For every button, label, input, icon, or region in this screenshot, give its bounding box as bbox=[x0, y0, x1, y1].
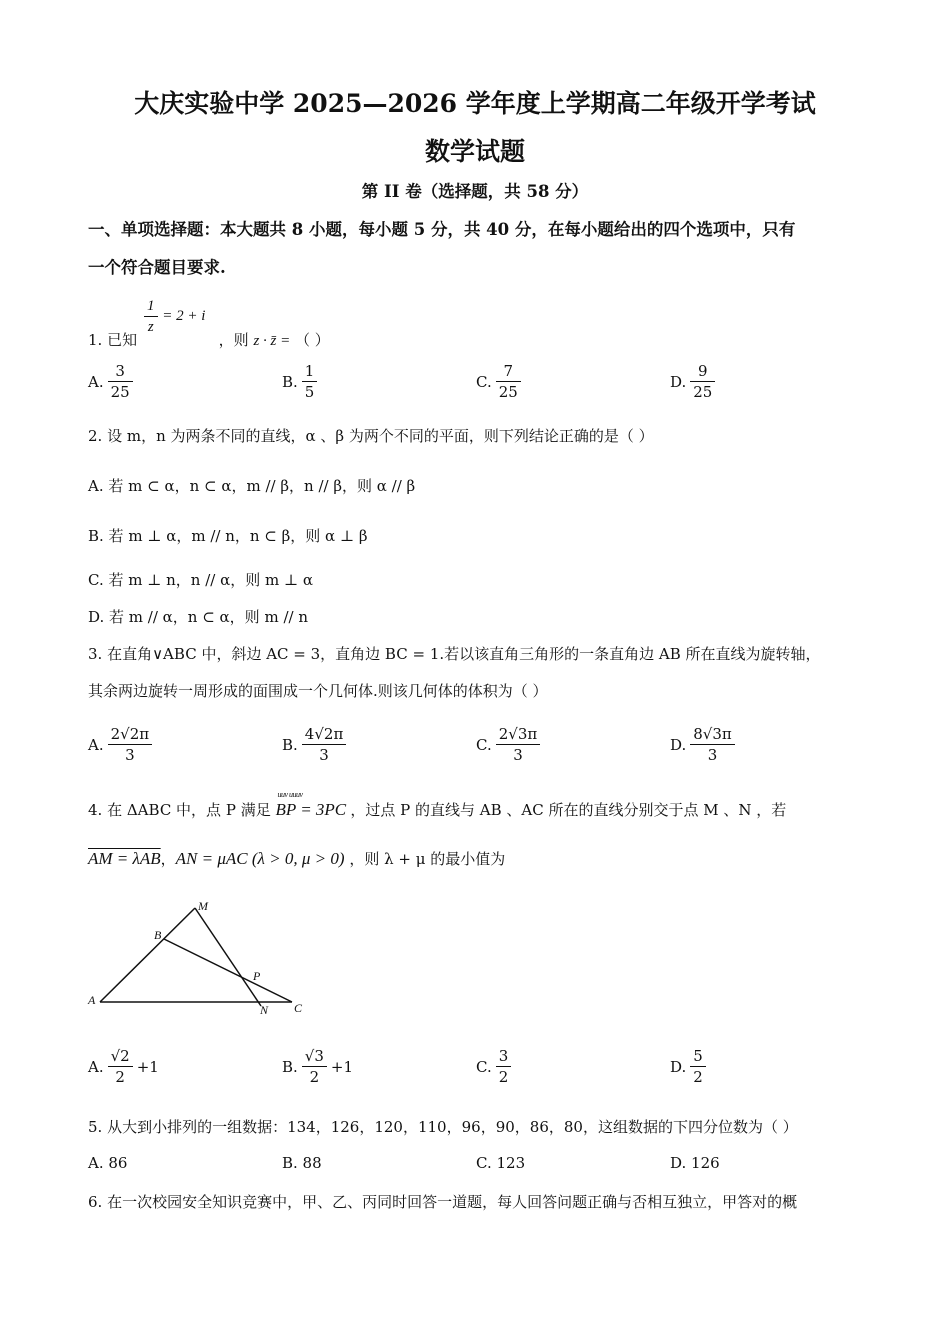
option-denominator: 25 bbox=[110, 383, 130, 401]
segment-am bbox=[100, 908, 195, 1002]
q1-given-den: z bbox=[147, 319, 154, 335]
q4-an-expr: AN = μAC (λ > 0, μ > 0) bbox=[175, 849, 345, 868]
q1-stem-then: ，则 bbox=[218, 331, 249, 349]
q4-option-b bbox=[282, 1046, 353, 1087]
option-numerator: 3 bbox=[108, 361, 133, 382]
q4-sep: ， bbox=[160, 850, 176, 868]
label-n: N bbox=[260, 1003, 269, 1017]
q2-option-a: A. 若 m ⊂ α，n ⊂ α，m // β，n // β，则 α // β bbox=[88, 477, 416, 495]
option-denominator: 3 bbox=[513, 746, 523, 764]
option-fraction bbox=[108, 1046, 133, 1087]
q1-option-c bbox=[476, 361, 525, 402]
q4-stem-line2 bbox=[88, 848, 505, 869]
q1-stem bbox=[88, 329, 330, 350]
option-label: D. bbox=[670, 1057, 687, 1076]
q5-stem: 5. 从大到小排列的一组数据：134，126，120，110，96，90，86，80，这组数据的下四分位数为（ ） bbox=[88, 1118, 798, 1136]
q4-vector-relation bbox=[275, 790, 350, 819]
q2-option-d: D. 若 m // α，n ⊂ α，则 m // n bbox=[88, 608, 308, 626]
option-numerator: 2√3π bbox=[496, 724, 541, 745]
q2-option-b: B. 若 m ⊥ α，m // n，n ⊂ β，则 α ⊥ β bbox=[88, 527, 368, 545]
q1-option-a bbox=[88, 361, 137, 402]
option-denominator: 25 bbox=[693, 383, 713, 401]
segment-mn bbox=[195, 908, 261, 1006]
label-a: A bbox=[88, 993, 96, 1007]
q2-stem: 2. 设 m，n 为两条不同的直线，α 、β 为两个不同的平面，则下列结论正确的是（ ） bbox=[88, 427, 654, 445]
option-label: B. bbox=[282, 735, 298, 754]
q3-stem-line2: 其余两边旋转一周形成的面围成一个几何体.则该几何体的体积为（ ） bbox=[88, 682, 548, 700]
q3-option-a bbox=[88, 724, 156, 765]
q1-given-rhs: = 2 + i bbox=[162, 308, 206, 324]
q4-stem-prefix: 4. 在 ΔABC 中，点 P 满足 bbox=[88, 801, 271, 819]
option-label: A. bbox=[88, 372, 104, 391]
option-denominator: 2 bbox=[115, 1068, 125, 1086]
label-p: P bbox=[253, 969, 261, 983]
q5-option-c: C. 123 bbox=[476, 1154, 526, 1172]
q4-option-d bbox=[670, 1046, 710, 1087]
option-fraction bbox=[108, 361, 133, 402]
q4-triangle-figure bbox=[84, 896, 314, 1020]
section-heading-line2: 一个符合题目要求. bbox=[88, 258, 226, 277]
option-label: A. bbox=[88, 735, 104, 754]
option-fraction bbox=[690, 724, 735, 765]
option-numerator: √3 bbox=[302, 1046, 327, 1067]
q3-option-b bbox=[282, 724, 350, 765]
label-c: C bbox=[294, 1001, 303, 1015]
section-heading-line1: 一、单项选择题：本大题共 8 小题，每小题 5 分，共 40 分，在每小题给出的四个选项中，只有 bbox=[88, 220, 796, 239]
option-tail: +1 bbox=[136, 1057, 159, 1076]
option-denominator: 2 bbox=[498, 1068, 509, 1086]
option-label: B. bbox=[282, 372, 298, 391]
exam-subtitle: 数学试题 bbox=[424, 137, 525, 166]
option-numerator: 2√2π bbox=[108, 724, 153, 745]
q4-option-c bbox=[476, 1046, 515, 1087]
option-fraction bbox=[690, 1046, 706, 1087]
option-denominator: 3 bbox=[319, 746, 329, 764]
q4-vector-expr: BP = 3PC bbox=[275, 800, 347, 819]
label-b: B bbox=[154, 928, 162, 942]
q4-stem-rest: ，过点 P 的直线与 AB 、AC 所在的直线分别交于点 M 、N ，若 bbox=[350, 801, 787, 819]
exam-title: 大庆实验中学 2025—2026 学年度上学期高二年级开学考试 bbox=[134, 89, 816, 118]
option-numerator: √2 bbox=[108, 1046, 133, 1067]
volume-heading: 第 II 卷（选择题，共 58 分） bbox=[361, 182, 589, 201]
q4-stem-ask: ，则 λ + μ 的最小值为 bbox=[349, 850, 506, 868]
q1-stem-expr: z · z̄ = bbox=[253, 333, 291, 349]
option-numerator: 3 bbox=[496, 1046, 512, 1067]
q4-stem-line1 bbox=[88, 790, 787, 820]
q1-option-b bbox=[282, 361, 321, 402]
option-label: C. bbox=[476, 372, 492, 391]
option-tail: +1 bbox=[330, 1057, 354, 1076]
option-numerator: 4√2π bbox=[302, 724, 347, 745]
label-m: M bbox=[198, 899, 208, 913]
q1-given-num: 1 bbox=[144, 296, 158, 317]
q1-stem-prefix: 1. 已知 bbox=[88, 331, 138, 349]
option-denominator: 2 bbox=[693, 1068, 703, 1086]
q1-stem-blank: （ ） bbox=[295, 331, 330, 349]
option-fraction bbox=[302, 1046, 327, 1087]
option-denominator: 5 bbox=[304, 383, 315, 401]
option-numerator: 9 bbox=[690, 361, 715, 382]
option-numerator: 1 bbox=[302, 361, 318, 382]
q1-option-d bbox=[670, 361, 719, 402]
q4-vector-marks: uuv uuuv bbox=[277, 790, 303, 799]
option-label: C. bbox=[476, 735, 492, 754]
option-fraction bbox=[496, 361, 521, 402]
option-fraction bbox=[302, 361, 318, 402]
option-label: C. bbox=[476, 1057, 492, 1076]
option-label: A. bbox=[88, 1057, 104, 1076]
option-label: B. bbox=[282, 1057, 298, 1076]
q5-option-a: A. 86 bbox=[88, 1154, 128, 1172]
option-denominator: 25 bbox=[498, 383, 518, 401]
q2-option-c: C. 若 m ⊥ n，n // α，则 m ⊥ α bbox=[88, 571, 313, 589]
option-fraction bbox=[496, 724, 541, 765]
q3-stem-line1: 3. 在直角∨ABC 中，斜边 AC = 3，直角边 BC = 1.若以该直角三角形的一条直角边 AB 所在直线为旋转轴， bbox=[88, 645, 821, 663]
option-fraction bbox=[690, 361, 715, 402]
option-fraction bbox=[108, 724, 153, 765]
option-fraction bbox=[496, 1046, 512, 1087]
option-fraction bbox=[302, 724, 347, 765]
q4-am-expr: AM = λAB bbox=[88, 849, 161, 868]
q3-option-d bbox=[670, 724, 739, 765]
option-denominator: 3 bbox=[707, 746, 718, 764]
option-label: D. bbox=[670, 372, 687, 391]
option-numerator: 8√3π bbox=[690, 724, 735, 745]
q5-option-d: D. 126 bbox=[670, 1154, 720, 1172]
option-numerator: 7 bbox=[496, 361, 521, 382]
q4-option-a bbox=[88, 1046, 159, 1087]
option-numerator: 5 bbox=[690, 1046, 706, 1067]
segment-bc bbox=[164, 939, 292, 1002]
option-denominator: 3 bbox=[125, 746, 135, 764]
q6-stem: 6. 在一次校园安全知识竞赛中，甲、乙、丙同时回答一道题，每人回答问题正确与否相互独立，甲答对的概 bbox=[88, 1193, 798, 1211]
q5-option-b: B. 88 bbox=[282, 1154, 322, 1172]
q3-option-c bbox=[476, 724, 544, 765]
option-denominator: 2 bbox=[309, 1068, 320, 1086]
option-label: D. bbox=[670, 735, 687, 754]
